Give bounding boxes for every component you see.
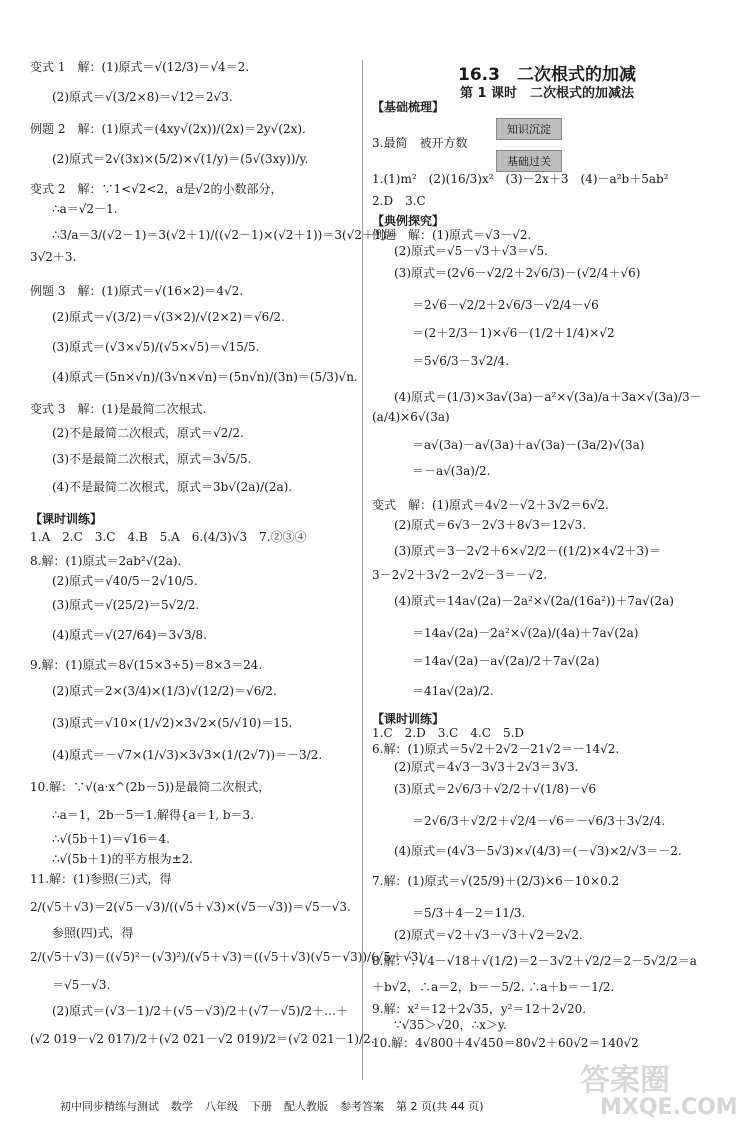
left-text-line: 变式 2 解：∵1<√2<2，a是√2的小数部分， bbox=[30, 182, 283, 196]
right-text-line: 3.最简 被开方数 bbox=[372, 136, 468, 150]
left-text-line: (√2 019－√2 017)/2＋(√2 021－√2 019)/2＝(√2 021－1)/2. bbox=[30, 1032, 375, 1046]
left-text-line: ∴a＝√2－1. bbox=[52, 202, 118, 216]
right-text-line: ＝－a√(3a)/2. bbox=[412, 464, 491, 478]
right-text-line: (3)原式＝3－2√2＋6×√2/2－((1/2)×4√2＋3)＝ bbox=[394, 544, 661, 558]
right-text-line: 1.C 2.D 3.C 4.C 5.D bbox=[372, 726, 525, 740]
footer-item: 配人教版 bbox=[284, 1100, 328, 1113]
left-text-line: 【课时训练】 bbox=[30, 512, 103, 526]
left-text-line: (2)原式＝√(3/2×8)＝√12＝2√3. bbox=[52, 90, 233, 104]
left-text-line: 2/(√5＋√3)＝2(√5－√3)/((√5＋√3)×(√5－√3))＝√5－√3. bbox=[30, 900, 351, 914]
right-text-line: (4)原式＝14a√(2a)－2a²×√(2a/(16a²))＋7a√(2a) bbox=[394, 594, 674, 608]
left-text-line: 参照(四)式，得 bbox=[52, 926, 134, 940]
right-text-line: 1.(1)m² (2)(16/3)x² (3)－2x＋3 (4)－a²b＋5ab² bbox=[372, 172, 669, 186]
right-text-line: ＝5/3＋4－2＝11/3. bbox=[412, 906, 526, 920]
footer-item: 数学 bbox=[171, 1100, 193, 1113]
tag-basics: 基础过关 bbox=[496, 150, 562, 172]
right-text-line: 【基础梳理】 bbox=[372, 100, 445, 114]
section-title: 16.3 二次根式的加减 bbox=[458, 65, 636, 85]
left-text-line: (4)原式＝－√7×(1/√3)×3√3×(1/(2√7))＝－3/2. bbox=[52, 748, 323, 762]
right-text-line: ＝a√(3a)－a√(3a)＋a√(3a)－(3a/2)√(3a) bbox=[412, 438, 645, 452]
left-text-line: 8.解：(1)原式＝2ab²√(2a). bbox=[30, 554, 182, 568]
footer-item: 参考答案 bbox=[340, 1100, 384, 1113]
left-text-line: (2)不是最简二次根式，原式＝√2/2. bbox=[52, 426, 244, 440]
left-text-line: (2)原式＝(√3－1)/2＋(√5－√3)/2＋(√7－√5)/2＋…＋ bbox=[52, 1004, 349, 1018]
right-text-line: (2)原式＝6√3－2√3＋8√3＝12√3. bbox=[394, 518, 587, 532]
left-text-line: 11.解：(1)参照(三)式，得 bbox=[30, 872, 172, 886]
right-text-line: ＝14a√(2a)－2a²×√(2a)/(4a)＋7a√(2a) bbox=[412, 626, 639, 640]
left-text-line: ∴3/a＝3/(√2－1)＝3(√2＋1)/((√2－1)×(√2＋1))＝3(√2＋1)＝ bbox=[52, 228, 399, 242]
right-text-line: (3)原式＝2√6/3＋√2/2＋√(1/8)－√6 bbox=[394, 782, 597, 796]
left-text-line: ∴a＝1，2b－5＝1.解得{a＝1, b＝3. bbox=[52, 808, 255, 822]
right-text-line: 例题 解：(1)原式＝√3－√2. bbox=[372, 228, 532, 242]
right-text-line: (2)原式＝4√3－3√3＋2√3＝3√3. bbox=[394, 760, 579, 774]
right-text-line: (4)原式＝(1/3)×3a√(3a)－a²×√(3a)/a＋3a×√(3a)/3－ bbox=[394, 390, 702, 404]
right-text-line: 8.解：∵√4－√18＋√(1/2)＝2－3√2＋√2/2＝2－5√2/2＝a bbox=[372, 954, 697, 968]
right-text-line: 【典例探究】 bbox=[372, 214, 445, 228]
right-text-line: ＝41a√(2a)/2. bbox=[412, 684, 494, 698]
right-text-line: (3)原式＝(2√6－√2/2＋2√6/3)－(√2/4＋√6) bbox=[394, 266, 641, 280]
left-text-line: 1.A 2.C 3.C 4.B 5.A 6.(4/3)√3 7.②③④ bbox=[30, 530, 307, 544]
left-text-line: (2)原式＝√40/5－2√10/5. bbox=[52, 574, 198, 588]
right-text-line: ＝(2＋2/3－1)×√6－(1/2＋1/4)×√2 bbox=[412, 326, 615, 340]
right-text-line: (4)原式＝(4√3－5√3)×√(4/3)＝(－√3)×2/√3＝－2. bbox=[394, 844, 682, 858]
left-text-line: (3)不是最简二次根式，原式＝3√5/5. bbox=[52, 452, 252, 466]
right-text-line: 2.D 3.C bbox=[372, 194, 426, 208]
footer-item: 初中同步精练与测试 bbox=[60, 1100, 159, 1113]
right-text-line: 【课时训练】 bbox=[372, 712, 445, 726]
left-text-line: 2/(√5＋√3)＝((√5)²－(√3)²)/(√5＋√3)＝((√5＋√3)(√5－√3))/(√5＋√3) bbox=[30, 950, 424, 964]
left-text-line: (4)不是最简二次根式，原式＝3b√(2a)/(2a). bbox=[52, 480, 293, 494]
footer-item: 第 2 页(共 44 页) bbox=[396, 1100, 484, 1113]
watermark-url: MXQE.COM bbox=[600, 1095, 738, 1120]
left-text-line: 9.解：(1)原式＝8√(15×3÷5)＝8×3＝24. bbox=[30, 658, 263, 672]
left-text-line: (2)原式＝√(3/2)＝√(3×2)/√(2×2)＝√6/2. bbox=[52, 310, 285, 324]
left-text-line: ∴√(5b＋1)的平方根为±2. bbox=[52, 852, 194, 866]
right-text-line: ＝5√6/3－3√2/4. bbox=[412, 354, 510, 368]
left-text-line: 变式 1 解：(1)原式＝√(12/3)＝√4＝2. bbox=[30, 60, 250, 74]
left-text-line: ∴√(5b＋1)＝√16＝4. bbox=[52, 832, 170, 846]
right-text-line: 3－2√2＋3√2－2√2－3＝－√2. bbox=[372, 568, 548, 582]
left-text-line: (3)原式＝√10×(1/√2)×3√2×(5/√10)＝15. bbox=[52, 716, 293, 730]
left-text-line: 变式 3 解：(1)是最简二次根式. bbox=[30, 402, 207, 416]
left-text-line: 例题 2 解：(1)原式＝(4xy√(2x))/(2x)＝2y√(2x). bbox=[30, 122, 306, 136]
left-text-line: (3)原式＝√(25/2)＝5√2/2. bbox=[52, 598, 200, 612]
right-text-line: ∵√35＞√20，∴x＞y. bbox=[394, 1018, 507, 1032]
right-text-line: ＝2√6/3＋√2/2＋√2/4－√6＝－√6/3＋3√2/4. bbox=[412, 814, 666, 828]
lesson-subtitle: 第 1 课时 二次根式的加减法 bbox=[459, 86, 635, 101]
right-text-line: (2)原式＝√5－√3＋√3＝√5. bbox=[394, 244, 548, 258]
left-text-line: (2)原式＝2√(3x)×(5/2)×√(1/y)＝(5√(3xy))/y. bbox=[52, 152, 309, 166]
tag-knowledge: 知识沉淀 bbox=[496, 118, 562, 140]
right-text-line: 6.解：(1)原式＝5√2＋2√2－21√2＝－14√2. bbox=[372, 742, 620, 756]
right-text-line: ＝2√6－√2/2＋2√6/3－√2/4－√6 bbox=[412, 298, 599, 312]
column-divider bbox=[362, 60, 363, 1080]
left-text-line: (3)原式＝(√3×√5)/(√5×√5)＝√15/5. bbox=[52, 340, 260, 354]
right-text-line: 变式 解：(1)原式＝4√2－√2＋3√2＝6√2. bbox=[372, 498, 609, 512]
right-text-line: (2)原式＝√2＋√3－√3＋√2＝2√2. bbox=[394, 928, 583, 942]
right-text-line: ＝14a√(2a)－a√(2a)/2＋7a√(2a) bbox=[412, 654, 600, 668]
right-text-line: ＋b√2，∴a＝2，b＝－5/2. ∴a＋b＝－1/2. bbox=[372, 980, 615, 994]
watermark-logo: 答案圈 bbox=[580, 1063, 670, 1098]
left-text-line: ＝√5－√3. bbox=[52, 978, 111, 992]
right-text-line: 10.解：4√800＋4√450＝80√2＋60√2＝140√2 bbox=[372, 1036, 639, 1050]
footer-item: 八年级 bbox=[205, 1100, 238, 1113]
left-text-line: 3√2＋3. bbox=[30, 250, 77, 264]
left-text-line: (2)原式＝2×(3/4)×(1/3)√(12/2)＝√6/2. bbox=[52, 684, 277, 698]
left-text-line: (4)原式＝√(27/64)＝3√3/8. bbox=[52, 628, 207, 642]
right-text-line: 9.解：x²＝12＋2√35，y²＝12＋2√20. bbox=[372, 1002, 587, 1016]
right-text-line: (a/4)×6√(3a) bbox=[372, 410, 450, 424]
left-text-line: (4)原式＝(5n×√n)/(3√n×√n)＝(5n√n)/(3n)＝(5/3)√n. bbox=[52, 370, 358, 384]
right-text-line: 7.解：(1)原式＝√(25/9)＋(2/3)×6－10×0.2 bbox=[372, 874, 620, 888]
left-text-line: 例题 3 解：(1)原式＝√(16×2)＝4√2. bbox=[30, 284, 244, 298]
footer-item: 下册 bbox=[250, 1100, 272, 1113]
left-text-line: 10.解：∵√(a·x^(2b－5))是最简二次根式， bbox=[30, 780, 271, 794]
